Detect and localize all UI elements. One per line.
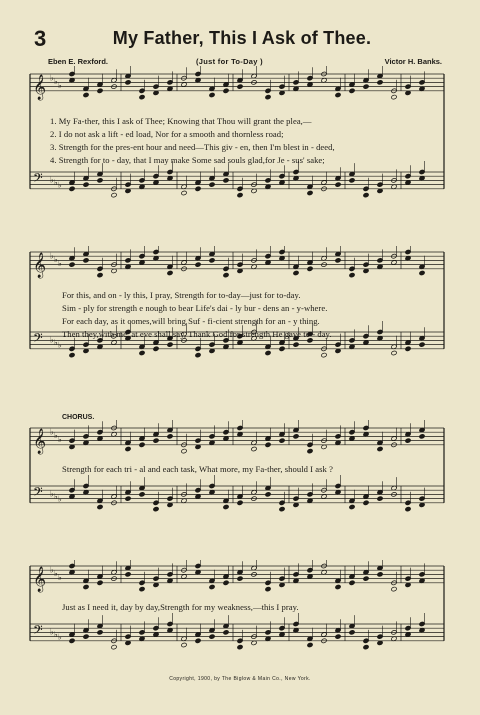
svg-text:♭: ♭ [54, 492, 58, 502]
svg-text:𝄞: 𝄞 [33, 74, 47, 100]
svg-text:♭: ♭ [50, 335, 54, 345]
svg-text:♭: ♭ [50, 565, 54, 575]
svg-text:♭: ♭ [50, 251, 54, 261]
svg-text:♭: ♭ [54, 569, 58, 579]
svg-text:𝄢: 𝄢 [33, 484, 43, 503]
chorus-label: CHORUS. [62, 414, 95, 421]
svg-text:♭: ♭ [50, 627, 54, 637]
composer-credit: Victor H. Banks. [384, 57, 442, 66]
svg-text:♭: ♭ [58, 434, 62, 444]
svg-text:♭: ♭ [50, 73, 54, 83]
lyricist-credit: Eben E. Rexford. [48, 57, 109, 66]
svg-text:♭: ♭ [50, 175, 54, 185]
music-system-4: 𝄞 ♭ ♭ ♭ 𝄢 ♭ ♭ ♭ Just as I need it, day by day,Strength for my weakness,—this I pray. [0, 560, 480, 670]
hymn-number: 3 [34, 26, 47, 51]
music-system-3: 𝄞 ♭ ♭ ♭ 𝄢 ♭ ♭ ♭ Strength for each tri - al and each task, What more, my Fa-ther, should I ask ? [0, 420, 480, 530]
svg-text:♭: ♭ [58, 80, 62, 90]
svg-text:♭: ♭ [54, 255, 58, 265]
svg-text:𝄞: 𝄞 [33, 566, 47, 592]
svg-text:𝄞: 𝄞 [33, 252, 47, 278]
staff-pair-4 [0, 560, 480, 670]
svg-text:♭: ♭ [58, 632, 62, 642]
music-system-1: 𝄞 ♭ ♭ ♭ 𝄢 ♭ ♭ ♭ 1. My Fa-ther, this I ask of Thee; Knowing that Thou will grant the plea,— 2. I do not ask a lift - ed load, Nor for a smooth and thornless road; 3. Strength for the pres-ent hour and need—This giv - en, then I'm blest in - deed, 4. Strength for to - day, that I may make Some sad souls glad,for Je - sus' sake; [0, 66, 480, 216]
svg-text:♭: ♭ [54, 338, 58, 348]
svg-text:♭: ♭ [54, 630, 58, 640]
copyright-notice: Copyright, 1900, by The Biglow & Main Co., New York. [169, 676, 311, 682]
svg-text:♭: ♭ [58, 494, 62, 504]
staff-pair-3 [0, 420, 480, 530]
staff-pair-1 [0, 66, 480, 216]
svg-text:𝄢: 𝄢 [33, 622, 43, 641]
tempo-note: (Just for To-Day ) [196, 57, 263, 66]
svg-text:𝄞: 𝄞 [33, 428, 47, 454]
svg-text:♭: ♭ [50, 427, 54, 437]
svg-text:♭: ♭ [54, 178, 58, 188]
music-system-2: 𝄞 ♭ ♭ ♭ 𝄢 ♭ ♭ ♭ For this, and on - ly this, I pray, Strength for to-day—just for to-day. Sim - ply for strength e nough to bear Life's dai - ly bur - dens an - y-where. For each day, as it comes,will bring Suf - fi-cient strength for an - y thing. Then they,with me, at eve shall say, Thank God for strength He gave to - day. [0, 246, 480, 396]
svg-text:♭: ♭ [58, 572, 62, 582]
svg-text:♭: ♭ [54, 77, 58, 87]
svg-text:𝄢: 𝄢 [33, 170, 43, 189]
svg-text:𝄢: 𝄢 [33, 330, 43, 349]
svg-text:♭: ♭ [58, 258, 62, 268]
hymn-title: My Father, This I Ask of Thee. [112, 28, 372, 48]
svg-text:♭: ♭ [58, 180, 62, 190]
svg-text:♭: ♭ [50, 489, 54, 499]
svg-text:♭: ♭ [58, 340, 62, 350]
svg-text:♭: ♭ [54, 431, 58, 441]
